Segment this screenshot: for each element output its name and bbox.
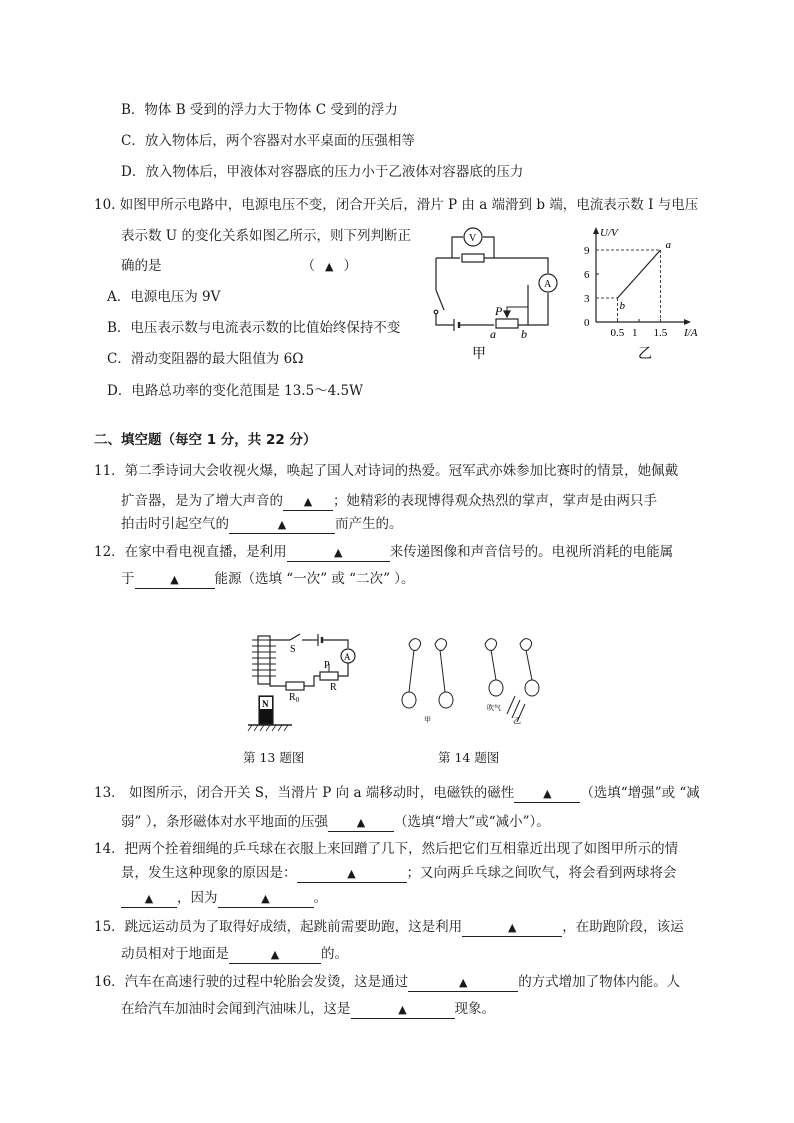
- q12-line1: 12．在家中看电视直播，是利用 ▲ 来传递图像和声音信号的。电视所消耗的电能属: [94, 544, 674, 560]
- q10-option-b: B．电压表示数与电流表示数的比值始终保持不变: [107, 320, 401, 336]
- hand-right: [435, 639, 447, 651]
- q10-option-d: D．电路总功率的变化范围是 13.5～4.5W: [107, 383, 364, 399]
- rheostat: [496, 319, 518, 328]
- x-tick-label: 0.5: [610, 327, 625, 339]
- answer-blank[interactable]: ▲: [229, 516, 335, 534]
- q10-circuit-diagram: [424, 225, 574, 365]
- q13-line1: 13． 如图所示，闭合开关 S，当滑片 P 向 a 端移动时，电磁铁的磁性 ▲ （选填“增强”或 “减: [94, 785, 700, 801]
- rheostat-end-b-label: b: [521, 327, 527, 341]
- x-tick-label: 1: [632, 327, 638, 339]
- ball-right: [439, 692, 453, 708]
- magnet-n-label: N: [262, 699, 269, 709]
- hand-left: [409, 639, 421, 651]
- switch-s: [290, 634, 300, 640]
- q16-line1: 16．汽车在高速行驶的过程中轮胎会发烫，这是通过 ▲ 的方式增加了物体内能。人: [94, 974, 681, 990]
- chart-xlabel: I/A: [684, 327, 698, 339]
- fig13-electromagnet-circuit: [244, 630, 360, 736]
- q11-line3: 拍击时引起空气的 ▲ 而产生的。: [121, 516, 403, 532]
- ammeter-label: A: [544, 279, 552, 290]
- rheostat-end-a-label: a: [490, 327, 496, 341]
- q10-stem-line2: 表示数 U 的变化关系如图乙所示，则下列判断正: [121, 228, 411, 244]
- chart-ylabel: U/V: [600, 227, 618, 239]
- q10-stem-line3: 确的是 （ ▲ ）: [121, 258, 357, 274]
- switch-s-label: S: [290, 644, 296, 655]
- q12-line2: 于 ▲ 能源（选填 “一次” 或 “二次” ）。: [121, 571, 415, 587]
- hand-right-2: [520, 639, 532, 651]
- switch-blade: [436, 290, 444, 310]
- y-tick-label: 3: [584, 293, 590, 305]
- answer-blank[interactable]: ▲: [287, 544, 390, 562]
- voltmeter-label: V: [469, 233, 477, 244]
- q14-line2: 景，发生这种现象的原因是： ▲ ；又向两乒乓球之间吹气，将会看到两球将会: [121, 865, 677, 881]
- answer-blank[interactable]: ▲: [328, 814, 394, 832]
- resistor-r0: [286, 682, 304, 690]
- fig14-blow-label: 吹气: [487, 704, 501, 712]
- x-axis-arrow: [684, 319, 691, 325]
- fig14-jia-label: 甲: [424, 716, 431, 724]
- ammeter-a-label: A: [344, 652, 351, 662]
- answer-blank[interactable]: ▲: [297, 865, 407, 883]
- ball-right-2: [525, 680, 539, 696]
- answer-blank-mark: ▲: [325, 260, 334, 273]
- section-title: 二、填空题（每空 1 分，共 22 分）: [94, 432, 317, 448]
- answer-blank[interactable]: ▲: [121, 890, 177, 908]
- q9-option-c: C．放入物体后，两个容器对水平桌面的压强相等: [121, 133, 415, 149]
- slider-p-label: P: [324, 660, 330, 671]
- q16-line2: 在给汽车加油时会闻到汽油味儿，这是 ▲ 现象。: [121, 1001, 495, 1017]
- ball-left: [402, 692, 416, 708]
- fig13-caption: 第 13 题图: [243, 750, 305, 765]
- answer-blank[interactable]: ▲: [462, 919, 562, 937]
- fig14-caption: 第 14 题图: [438, 750, 500, 765]
- q9-option-d: D．放入物体后，甲液体对容器底的压力小于乙液体对容器底的压力: [121, 164, 524, 180]
- q10-option-c: C．滑动变阻器的最大阻值为 6Ω: [107, 351, 304, 367]
- x-tick-label: 1.5: [653, 327, 668, 339]
- y-tick-label: 9: [584, 245, 590, 257]
- y-axis-arrow: [593, 227, 599, 234]
- answer-blank[interactable]: ▲: [408, 974, 518, 992]
- q9-option-b: B．物体 B 受到的浮力大于物体 C 受到的浮力: [121, 102, 398, 118]
- q10-stem-line1: 10. 如图甲所示电路中，电源电压不变，闭合开关后，滑片 P 由 a 端滑到 b 端，电流表示数 I 与电压: [94, 197, 699, 213]
- q15-line1: 15．跳远运动员为了取得好成绩，起跳前需要助跑，这是利用 ▲ ，在助跑阶段，该运: [94, 919, 684, 935]
- r-label: R: [330, 682, 337, 693]
- answer-blank[interactable]: ▲: [229, 946, 321, 964]
- point-label: a: [665, 239, 671, 251]
- hand-left-2: [485, 639, 497, 651]
- resistor-r: [462, 254, 484, 262]
- q14-line1: 14．把两个拴着细绳的乒乓球在衣服上来回蹭了几下，然后把它们互相靠近出现了如图甲所示的情: [94, 841, 679, 857]
- fig-jia-caption: 甲: [472, 347, 486, 362]
- ball-left-2: [489, 680, 503, 696]
- fig14-yi-label: 乙: [513, 716, 521, 725]
- fig14-pingpong-balls: [395, 630, 555, 726]
- answer-blank[interactable]: ▲: [218, 890, 314, 908]
- answer-blank[interactable]: ▲: [135, 571, 215, 589]
- rheostat-r: [320, 672, 338, 680]
- q14-line3: ▲ ，因为 ▲ 。: [121, 888, 327, 908]
- slider-arrow: [504, 311, 510, 317]
- answer-blank[interactable]: ▲: [514, 785, 580, 803]
- y-tick-label: 6: [584, 269, 590, 281]
- answer-blank[interactable]: ▲: [283, 493, 333, 511]
- electromagnet-core: [258, 636, 270, 684]
- point-label: b: [619, 300, 625, 312]
- q15-line2: 动员相对于地面是 ▲ 的。: [121, 946, 348, 962]
- q11-line1: 11．第二季诗词大会收视火爆，唤起了国人对诗词的热爱。冠军武亦姝参加比赛时的情景，她佩戴: [94, 463, 679, 479]
- answer-blank[interactable]: ▲: [351, 1001, 455, 1019]
- q13-line2: 弱” ），条形磁体对水平地面的压强 ▲ （选填“增大”或“减小”）。: [121, 814, 550, 830]
- q11-line2: 扩音器，是为了增大声音的 ▲ ；她精彩的表现博得观众热烈的掌声，掌声是由两只手: [121, 493, 657, 509]
- series-line: [618, 250, 661, 298]
- fig-yi-caption: 乙: [638, 347, 652, 362]
- r0-label: $R_0$: [289, 692, 300, 704]
- q10-ui-chart: [574, 225, 704, 365]
- slider-p-label: P: [495, 304, 503, 318]
- chart-origin-label: 0: [584, 317, 590, 329]
- q10-option-a: A．电源电压为 9V: [107, 289, 221, 305]
